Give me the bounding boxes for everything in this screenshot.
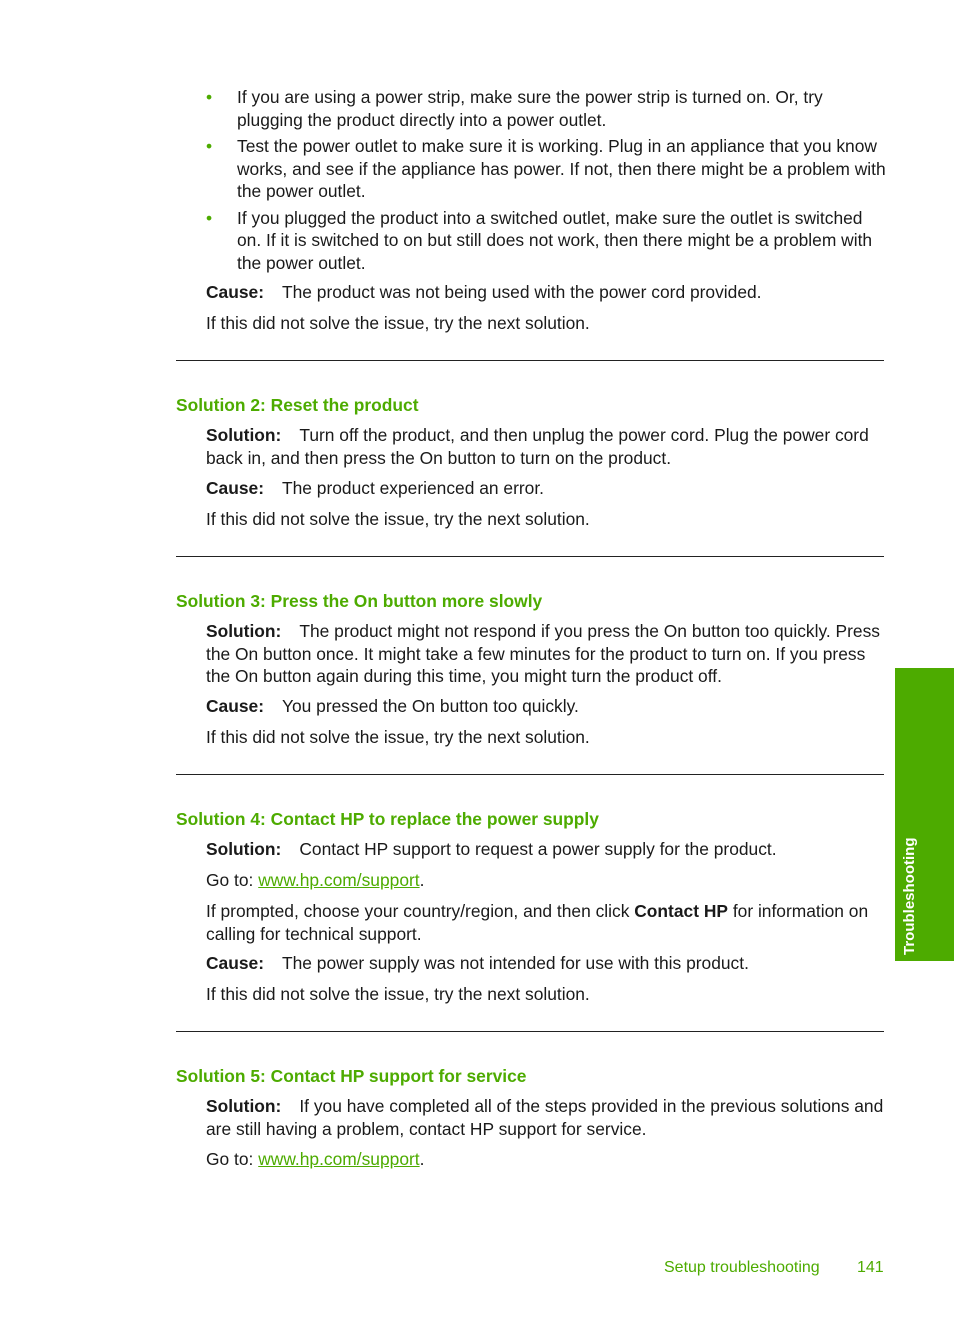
solution-paragraph: Solution: If you have completed all of the steps provided in the previous solutions and are still having a problem, contact HP support for service.: [206, 1096, 884, 1139]
next-solution-text: If this did not solve the issue, try the next solution.: [206, 727, 590, 747]
divider: [176, 1031, 884, 1032]
goto-paragraph: Go to: www.hp.com/support.: [206, 870, 425, 890]
footer-section-title: Setup troubleshooting: [664, 1259, 820, 1276]
divider: [176, 556, 884, 557]
cause-paragraph: Cause: The product was not being used with the power cord provided.: [206, 282, 762, 302]
solution-paragraph: Solution: Turn off the product, and then unplug the power cord. Plug the power cord back in, and then press the On button to turn on the product.: [206, 425, 869, 468]
cause-paragraph: Cause: The power supply was not intended for use with this product.: [206, 953, 749, 973]
solution-4-heading: Solution 4: Contact HP to replace the power supply: [176, 809, 599, 829]
solution-5-heading: Solution 5: Contact HP support for service: [176, 1066, 527, 1086]
list-item: • If you plugged the product into a switched outlet, make sure the outlet is switched on. If it is switched to on but still does not work, then there might be a problem with the power outlet.: [206, 207, 873, 273]
solution-3-heading: Solution 3: Press the On button more slowly: [176, 591, 543, 611]
hp-support-link[interactable]: www.hp.com/support: [258, 870, 420, 890]
side-tab-label: Troubleshooting: [901, 837, 918, 955]
next-solution-text: If this did not solve the issue, try the next solution.: [206, 509, 590, 529]
bullet-icon: •: [206, 136, 213, 156]
goto-paragraph: Go to: www.hp.com/support.: [206, 1149, 425, 1169]
page-number: 141: [857, 1259, 884, 1276]
divider: [176, 774, 884, 775]
list-item: • Test the power outlet to make sure it is working. Plug in an appliance that you know works, and see if the appliance has power. If not, then there might be a problem with the power outlet.: [206, 136, 886, 201]
cause-paragraph: Cause: You pressed the On button too quickly.: [206, 696, 579, 716]
prompt-paragraph: If prompted, choose your country/region, and then click Contact HP for information on calling for technical support.: [206, 901, 869, 944]
next-solution-text: If this did not solve the issue, try the next solution.: [206, 313, 590, 333]
list-item: • If you are using a power strip, make sure the power strip is turned on. Or, try plugging the product directly into a power outlet.: [206, 87, 823, 130]
solution-paragraph: Solution: Contact HP support to request a power supply for the product.: [206, 839, 777, 859]
cause-paragraph: Cause: The product experienced an error.: [206, 478, 544, 498]
hp-support-link[interactable]: www.hp.com/support: [258, 1149, 420, 1169]
bullet-list: [206, 86, 886, 278]
next-solution-text: If this did not solve the issue, try the next solution.: [206, 984, 590, 1004]
solution-2-heading: Solution 2: Reset the product: [176, 395, 419, 415]
divider: [176, 360, 884, 361]
solution-paragraph: Solution: The product might not respond if you press the On button too quickly. Press the On button once. It might take a few minutes for the product to turn on. If you press the On button again during this time, you might turn the product off.: [206, 621, 880, 686]
bullet-icon: •: [206, 207, 213, 228]
bullet-icon: •: [206, 87, 213, 107]
